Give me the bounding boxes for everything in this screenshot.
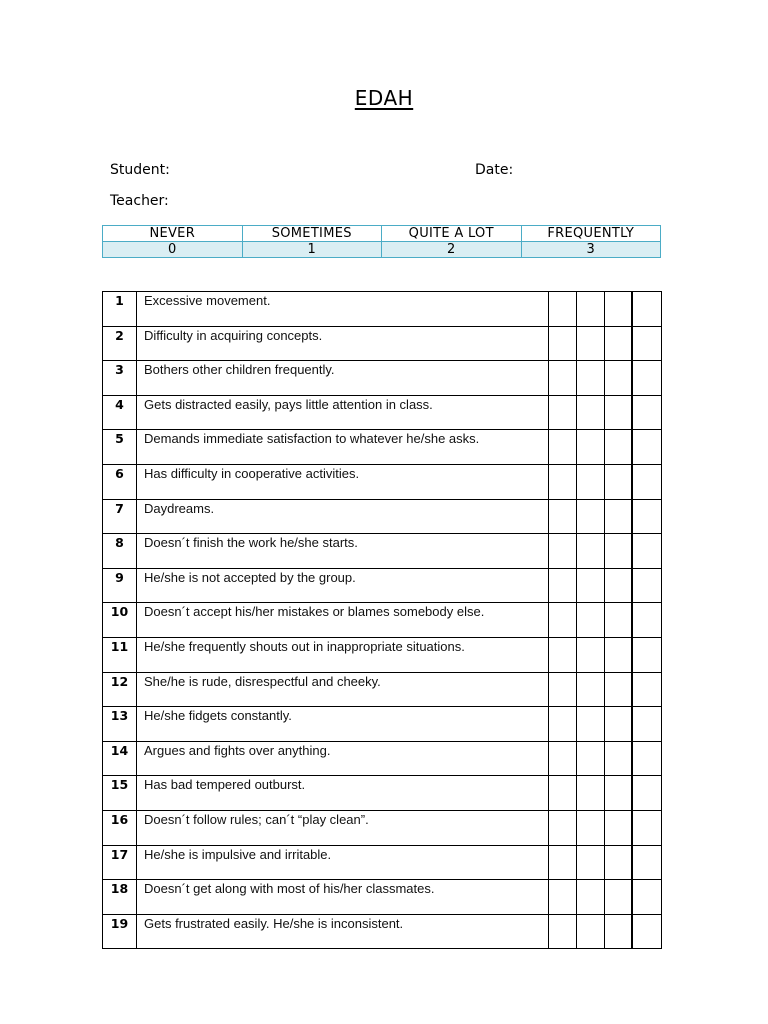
scale-value-3: 3 <box>521 242 661 258</box>
rating-box-3[interactable] <box>632 672 662 707</box>
page-title: EDAH <box>354 86 414 110</box>
rating-box-3[interactable] <box>632 395 662 430</box>
rating-box-1[interactable] <box>577 292 605 327</box>
rating-box-0[interactable] <box>549 430 577 465</box>
rating-box-0[interactable] <box>549 326 577 361</box>
item-row <box>103 464 662 499</box>
rating-box-0[interactable] <box>549 637 577 672</box>
item-row <box>103 395 662 430</box>
item-number: 3 <box>103 361 137 396</box>
rating-box-2[interactable] <box>605 914 632 949</box>
scale-values-row <box>103 242 661 258</box>
rating-box-1[interactable] <box>577 361 605 396</box>
rating-box-2[interactable] <box>605 880 632 915</box>
rating-box-0[interactable] <box>549 499 577 534</box>
rating-box-0[interactable] <box>549 810 577 845</box>
rating-box-0[interactable] <box>549 395 577 430</box>
item-row <box>103 880 662 915</box>
rating-box-1[interactable] <box>577 395 605 430</box>
item-number: 10 <box>103 603 137 638</box>
item-description: He/she is impulsive and irritable. <box>137 845 549 880</box>
rating-box-1[interactable] <box>577 845 605 880</box>
rating-box-1[interactable] <box>577 880 605 915</box>
item-number: 11 <box>103 637 137 672</box>
item-row <box>103 361 662 396</box>
item-row <box>103 292 662 327</box>
rating-box-0[interactable] <box>549 464 577 499</box>
item-number: 7 <box>103 499 137 534</box>
rating-box-2[interactable] <box>605 707 632 742</box>
rating-box-2[interactable] <box>605 568 632 603</box>
rating-box-3[interactable] <box>632 534 662 569</box>
rating-box-2[interactable] <box>605 361 632 396</box>
rating-box-0[interactable] <box>549 707 577 742</box>
item-description: Demands immediate satisfaction to whatever he/she asks. <box>137 430 549 465</box>
item-number: 13 <box>103 707 137 742</box>
rating-box-1[interactable] <box>577 776 605 811</box>
item-number: 14 <box>103 741 137 776</box>
rating-box-0[interactable] <box>549 880 577 915</box>
rating-box-0[interactable] <box>549 568 577 603</box>
item-description: Difficulty in acquiring concepts. <box>137 326 549 361</box>
scale-value-0: 0 <box>103 242 243 258</box>
rating-box-1[interactable] <box>577 637 605 672</box>
item-number: 4 <box>103 395 137 430</box>
item-description: He/she fidgets constantly. <box>137 707 549 742</box>
item-row <box>103 707 662 742</box>
item-number: 19 <box>103 914 137 949</box>
item-description: Doesn´t get along with most of his/her classmates. <box>137 880 549 915</box>
rating-box-0[interactable] <box>549 776 577 811</box>
item-description: Has difficulty in cooperative activities. <box>137 464 549 499</box>
scale-label-sometimes: SOMETIMES <box>242 226 382 242</box>
item-row <box>103 326 662 361</box>
rating-box-3[interactable] <box>632 845 662 880</box>
rating-box-2[interactable] <box>605 603 632 638</box>
item-description: Doesn´t follow rules; can´t “play clean”. <box>137 810 549 845</box>
rating-box-2[interactable] <box>605 810 632 845</box>
item-row <box>103 637 662 672</box>
scale-value-2: 2 <box>382 242 522 258</box>
rating-box-0[interactable] <box>549 741 577 776</box>
item-row <box>103 672 662 707</box>
item-number: 16 <box>103 810 137 845</box>
item-row <box>103 499 662 534</box>
rating-box-1[interactable] <box>577 499 605 534</box>
rating-box-1[interactable] <box>577 707 605 742</box>
rating-box-3[interactable] <box>632 499 662 534</box>
item-row <box>103 430 662 465</box>
rating-box-3[interactable] <box>632 914 662 949</box>
item-number: 2 <box>103 326 137 361</box>
item-row <box>103 914 662 949</box>
rating-box-3[interactable] <box>632 741 662 776</box>
rating-box-2[interactable] <box>605 499 632 534</box>
student-label: Student: <box>110 162 170 178</box>
rating-box-3[interactable] <box>632 464 662 499</box>
rating-box-0[interactable] <box>549 914 577 949</box>
item-number: 6 <box>103 464 137 499</box>
item-description: Doesn´t accept his/her mistakes or blames somebody else. <box>137 603 549 638</box>
rating-box-2[interactable] <box>605 395 632 430</box>
rating-box-2[interactable] <box>605 845 632 880</box>
item-number: 5 <box>103 430 137 465</box>
rating-box-1[interactable] <box>577 741 605 776</box>
rating-box-3[interactable] <box>632 810 662 845</box>
rating-box-1[interactable] <box>577 672 605 707</box>
item-number: 18 <box>103 880 137 915</box>
behaviour-items-table <box>102 291 662 949</box>
item-number: 9 <box>103 568 137 603</box>
item-number: 17 <box>103 845 137 880</box>
rating-box-3[interactable] <box>632 326 662 361</box>
item-number: 12 <box>103 672 137 707</box>
item-description: Bothers other children frequently. <box>137 361 549 396</box>
rating-box-0[interactable] <box>549 534 577 569</box>
item-number: 8 <box>103 534 137 569</box>
item-description: Gets frustrated easily. He/she is inconsistent. <box>137 914 549 949</box>
scale-label-never: NEVER <box>103 226 243 242</box>
item-row <box>103 568 662 603</box>
item-description: Gets distracted easily, pays little attention in class. <box>137 395 549 430</box>
rating-box-3[interactable] <box>632 880 662 915</box>
item-row <box>103 845 662 880</box>
scale-value-1: 1 <box>242 242 382 258</box>
rating-box-2[interactable] <box>605 741 632 776</box>
rating-box-2[interactable] <box>605 326 632 361</box>
item-row <box>103 776 662 811</box>
rating-box-3[interactable] <box>632 292 662 327</box>
rating-box-3[interactable] <box>632 430 662 465</box>
rating-box-1[interactable] <box>577 326 605 361</box>
rating-box-0[interactable] <box>549 361 577 396</box>
rating-box-3[interactable] <box>632 568 662 603</box>
rating-box-1[interactable] <box>577 914 605 949</box>
item-number: 15 <box>103 776 137 811</box>
rating-box-1[interactable] <box>577 810 605 845</box>
scale-label-quite-a-lot: QUITE A LOT <box>382 226 522 242</box>
rating-box-3[interactable] <box>632 361 662 396</box>
item-description: Excessive movement. <box>137 292 549 327</box>
item-description: He/she frequently shouts out in inappropriate situations. <box>137 637 549 672</box>
rating-scale-table <box>102 225 661 258</box>
rating-box-2[interactable] <box>605 464 632 499</box>
item-row <box>103 603 662 638</box>
item-description: She/he is rude, disrespectful and cheeky. <box>137 672 549 707</box>
rating-box-0[interactable] <box>549 672 577 707</box>
rating-box-2[interactable] <box>605 637 632 672</box>
item-row <box>103 810 662 845</box>
item-description: Has bad tempered outburst. <box>137 776 549 811</box>
rating-box-2[interactable] <box>605 776 632 811</box>
item-row <box>103 741 662 776</box>
rating-box-2[interactable] <box>605 292 632 327</box>
rating-box-2[interactable] <box>605 430 632 465</box>
rating-box-1[interactable] <box>577 464 605 499</box>
date-label: Date: <box>475 162 514 178</box>
rating-box-3[interactable] <box>632 603 662 638</box>
item-number: 1 <box>103 292 137 327</box>
scale-label-frequently: FREQUENTLY <box>521 226 661 242</box>
item-description: He/she is not accepted by the group. <box>137 568 549 603</box>
rating-box-1[interactable] <box>577 603 605 638</box>
item-description: Daydreams. <box>137 499 549 534</box>
rating-box-2[interactable] <box>605 534 632 569</box>
rating-box-3[interactable] <box>632 637 662 672</box>
rating-box-2[interactable] <box>605 672 632 707</box>
rating-box-0[interactable] <box>549 292 577 327</box>
rating-box-1[interactable] <box>577 430 605 465</box>
rating-box-1[interactable] <box>577 568 605 603</box>
rating-box-3[interactable] <box>632 776 662 811</box>
rating-box-1[interactable] <box>577 534 605 569</box>
teacher-label: Teacher: <box>110 193 169 209</box>
item-description: Doesn´t finish the work he/she starts. <box>137 534 549 569</box>
item-description: Argues and fights over anything. <box>137 741 549 776</box>
rating-box-0[interactable] <box>549 603 577 638</box>
rating-box-3[interactable] <box>632 707 662 742</box>
scale-labels-row <box>103 226 661 242</box>
rating-box-0[interactable] <box>549 845 577 880</box>
item-row <box>103 534 662 569</box>
